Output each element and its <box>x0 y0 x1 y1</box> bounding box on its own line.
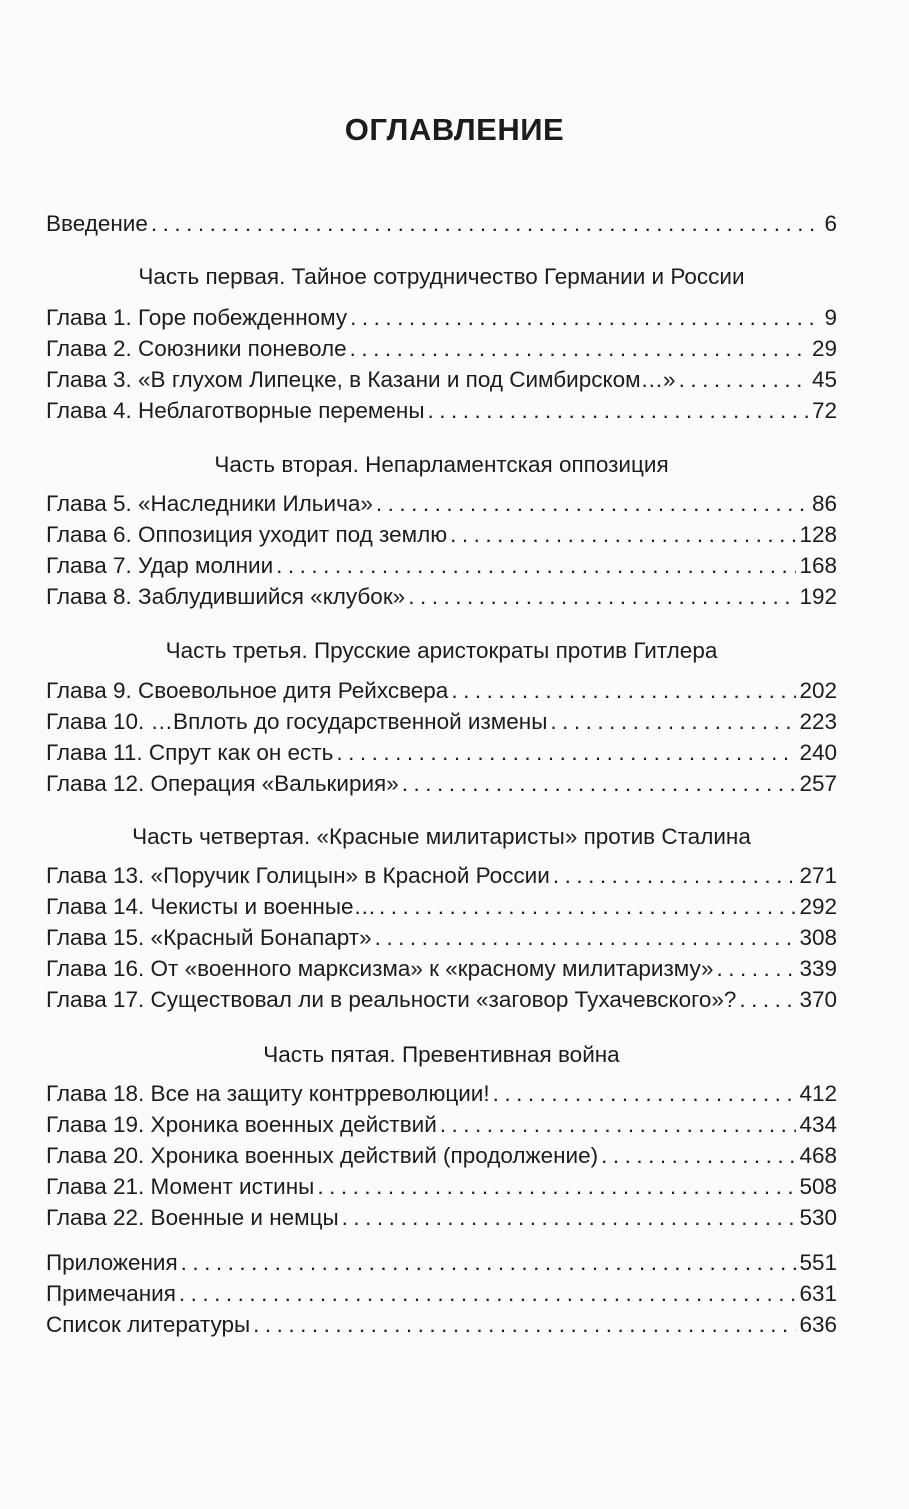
toc-entry <box>46 365 837 395</box>
toc-entry-page: 6 <box>824 211 837 236</box>
part-heading: Часть четвертая. «Красные милитаристы» против Сталина <box>132 824 751 849</box>
dot-leader <box>440 1110 797 1140</box>
toc-entry-intro <box>46 209 837 239</box>
toc-heading: ОГЛАВЛЕНИЕ <box>344 112 565 147</box>
dot-leader <box>717 954 797 984</box>
dot-leader <box>350 303 821 333</box>
toc-entry-label: Глава 5. «Наследники Ильича» <box>46 491 373 516</box>
toc-entry-label: Глава 3. «В глухом Липецке, в Казани и под Симбирском…» <box>46 367 676 392</box>
dot-leader <box>450 520 796 550</box>
toc-entry <box>46 1110 837 1140</box>
toc-entry-page: 551 <box>799 1250 837 1275</box>
toc-entry <box>46 303 837 333</box>
dot-leader <box>253 1310 796 1340</box>
toc-entry-label: Глава 9. Своевольное дитя Рейхсвера <box>46 678 449 703</box>
toc-entry-page: 292 <box>799 894 837 919</box>
toc-entry-page: 370 <box>799 987 837 1012</box>
toc-entry <box>46 1079 837 1109</box>
toc-entry-page: 223 <box>799 709 837 734</box>
toc-entry-page: 9 <box>824 305 837 330</box>
toc-entry-label: Глава 13. «Поручик Голицын» в Красной России <box>46 863 550 888</box>
toc-entry-label: Глава 21. Момент истины <box>46 1174 315 1199</box>
toc-entry-page: 434 <box>799 1112 837 1137</box>
toc-entry-page: 192 <box>799 584 837 609</box>
toc-entry-page: 271 <box>799 863 837 888</box>
dot-leader <box>350 334 809 364</box>
toc-entry <box>46 520 837 550</box>
toc-entry-page: 202 <box>799 678 837 703</box>
toc-entry-label: Глава 12. Операция «Валькирия» <box>46 771 399 796</box>
toc-entry <box>46 861 837 891</box>
toc-entry <box>46 1141 837 1171</box>
dot-leader <box>181 1248 797 1278</box>
dot-leader <box>179 1279 797 1309</box>
toc-entry-label: Глава 8. Заблудившийся «клубок» <box>46 584 406 609</box>
dot-leader <box>151 209 822 239</box>
toc-entry <box>46 923 837 953</box>
dot-leader <box>276 551 796 581</box>
toc-entry-label: Глава 20. Хроника военных действий (продолжение) <box>46 1143 599 1168</box>
toc-entry-page: 45 <box>811 367 837 392</box>
dot-leader <box>739 985 796 1015</box>
toc-entry <box>46 707 837 737</box>
toc-entry-label: Глава 14. Чекисты и военные… <box>46 894 377 919</box>
part-heading: Часть третья. Прусские аристократы против Гитлера <box>165 638 718 663</box>
toc-entry-page: 308 <box>799 925 837 950</box>
toc-entry-page: 412 <box>799 1081 837 1106</box>
toc-entry <box>46 396 837 426</box>
toc-entry-label: Глава 4. Неблаготворные перемены <box>46 398 425 423</box>
toc-entry-page: 29 <box>811 336 837 361</box>
toc-entry <box>46 985 837 1015</box>
toc-entry-label: Глава 10. …Вплоть до государственной измены <box>46 709 548 734</box>
part-heading: Часть пятая. Превентивная война <box>263 1042 620 1067</box>
toc-entry-label: Глава 18. Все на защиту контрреволюции! <box>46 1081 490 1106</box>
toc-entry-page: 468 <box>799 1143 837 1168</box>
toc-entry-label: Глава 17. Существовал ли в реальности «заговор Тухачевского»? <box>46 987 737 1012</box>
toc-entry <box>46 738 837 768</box>
toc-entry-label: Приложения <box>46 1250 178 1275</box>
toc-entry-page: 128 <box>799 522 837 547</box>
toc-entry-page: 631 <box>799 1281 837 1306</box>
dot-leader <box>376 489 809 519</box>
dot-leader <box>451 676 796 706</box>
dot-leader <box>379 892 796 922</box>
toc-entry-label: Глава 2. Союзники поневоле <box>46 336 347 361</box>
toc-entry-page: 168 <box>799 553 837 578</box>
toc-entry <box>46 769 837 799</box>
toc-entry-appendix <box>46 1310 837 1340</box>
toc-entry <box>46 489 837 519</box>
toc-entry-label: Глава 15. «Красный Бонапарт» <box>46 925 372 950</box>
toc-entry <box>46 676 837 706</box>
dot-leader <box>375 923 797 953</box>
toc-entry-page: 339 <box>799 956 837 981</box>
dot-leader <box>342 1203 797 1233</box>
part-heading: Часть вторая. Непарламентская оппозиция <box>214 452 669 477</box>
toc-entry-label: Примечания <box>46 1281 176 1306</box>
toc-entry-label: Введение <box>46 211 148 236</box>
toc-entry-appendix <box>46 1279 837 1309</box>
toc-entry <box>46 551 837 581</box>
toc-entry <box>46 1203 837 1233</box>
dot-leader <box>402 769 797 799</box>
dot-leader <box>317 1172 796 1202</box>
toc-entry-page: 508 <box>799 1174 837 1199</box>
toc-entry-label: Глава 1. Горе побежденному <box>46 305 348 330</box>
toc-entry-label: Список литературы <box>46 1312 251 1337</box>
toc-entry-page: 240 <box>799 740 837 765</box>
toc-entry <box>46 582 837 612</box>
dot-leader <box>679 365 809 395</box>
part-heading: Часть первая. Тайное сотрудничество Германии и России <box>138 264 745 289</box>
toc-entry-page: 72 <box>811 398 837 423</box>
toc-entry <box>46 334 837 364</box>
toc-entry-label: Глава 6. Оппозиция уходит под землю <box>46 522 448 547</box>
toc-entry-page: 530 <box>799 1205 837 1230</box>
toc-entry-appendix <box>46 1248 837 1278</box>
dot-leader <box>408 582 796 612</box>
dot-leader <box>553 861 797 891</box>
toc-entry-label: Глава 11. Спрут как он есть <box>46 740 334 765</box>
dot-leader <box>336 738 796 768</box>
toc-entry-label: Глава 16. От «военного марксизма» к «красному милитаризму» <box>46 956 714 981</box>
toc-entry-label: Глава 19. Хроника военных действий <box>46 1112 437 1137</box>
toc-entry-page: 257 <box>799 771 837 796</box>
toc-entry <box>46 1172 837 1202</box>
dot-leader <box>550 707 796 737</box>
toc-entry <box>46 892 837 922</box>
toc-entry-page: 636 <box>799 1312 837 1337</box>
dot-leader <box>428 396 809 426</box>
toc-entry-page: 86 <box>811 491 837 516</box>
toc-entry-label: Глава 22. Военные и немцы <box>46 1205 339 1230</box>
dot-leader <box>601 1141 796 1171</box>
dot-leader <box>493 1079 797 1109</box>
toc-entry-label: Глава 7. Удар молнии <box>46 553 274 578</box>
toc-entry <box>46 954 837 984</box>
